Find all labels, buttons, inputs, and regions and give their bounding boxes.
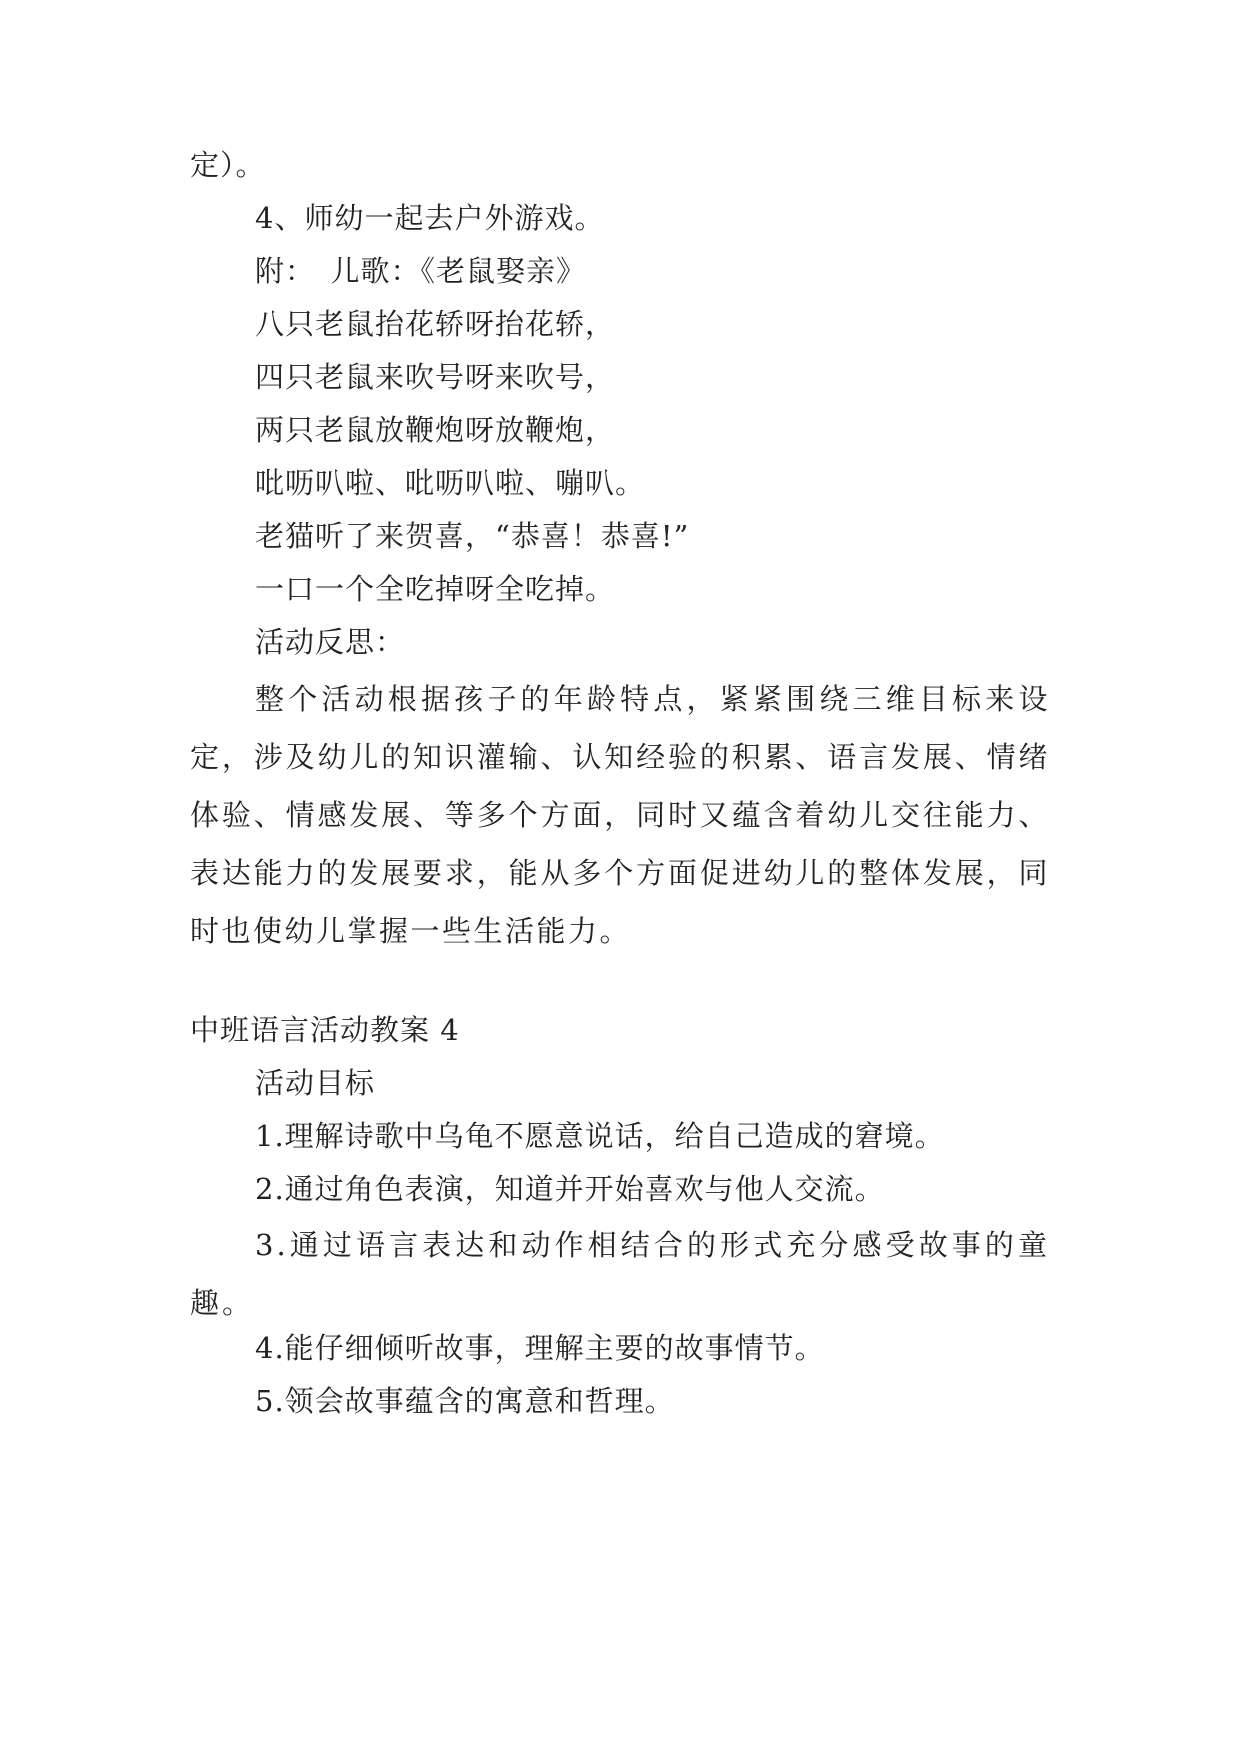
text-line-continuation: 定）。 bbox=[190, 148, 266, 182]
goal-item-4: 4.能仔细倾听故事，理解主要的故事情节。 bbox=[255, 1331, 825, 1365]
poem-line-3: 两只老鼠放鞭炮呀放鞭炮， bbox=[255, 413, 616, 447]
goals-heading: 活动目标 bbox=[255, 1066, 376, 1100]
poem-line-4: 吡呖叭啦、吡呖叭啦、嘣叭。 bbox=[255, 466, 646, 500]
poem-line-6: 一口一个全吃掉呀全吃掉。 bbox=[255, 572, 616, 606]
goal-item-2: 2.通过角色表演，知道并开始喜欢与他人交流。 bbox=[255, 1172, 885, 1206]
goal-item-3: 3.通过语言表达和动作相结合的形式充分感受故事的童趣。 bbox=[190, 1228, 1050, 1320]
section-title: 中班语言活动教案 4 bbox=[190, 1013, 460, 1047]
poem-line-2: 四只老鼠来吹号呀来吹号， bbox=[255, 360, 616, 394]
poem-line-5: 老猫听了来贺喜，“恭喜！恭喜!” bbox=[255, 519, 690, 553]
goal-item-1: 1.理解诗歌中乌龟不愿意说话，给自己造成的窘境。 bbox=[255, 1119, 945, 1153]
reflection-paragraph: 整个活动根据孩子的年龄特点，紧紧围绕三维目标来设定，涉及幼儿的知识灌输、认知经验的积累、语言发展、情绪体验、情感发展、等多个方面，同时又蕴含着幼儿交往能力、表达能力的发展要求，能从多个方面促进幼儿的整体发展，同时也使幼儿掌握一些生活能力。 bbox=[190, 682, 1050, 948]
text-line-step-4: 4、师幼一起去户外游戏。 bbox=[255, 201, 605, 235]
reflection-heading: 活动反思： bbox=[255, 625, 406, 659]
poem-line-1: 八只老鼠抬花轿呀抬花轿， bbox=[255, 307, 616, 341]
text-line-appendix-title: 附： 儿歌：《老鼠娶亲》 bbox=[255, 254, 587, 288]
goal-item-5: 5.领会故事蕴含的寓意和哲理。 bbox=[255, 1384, 675, 1418]
